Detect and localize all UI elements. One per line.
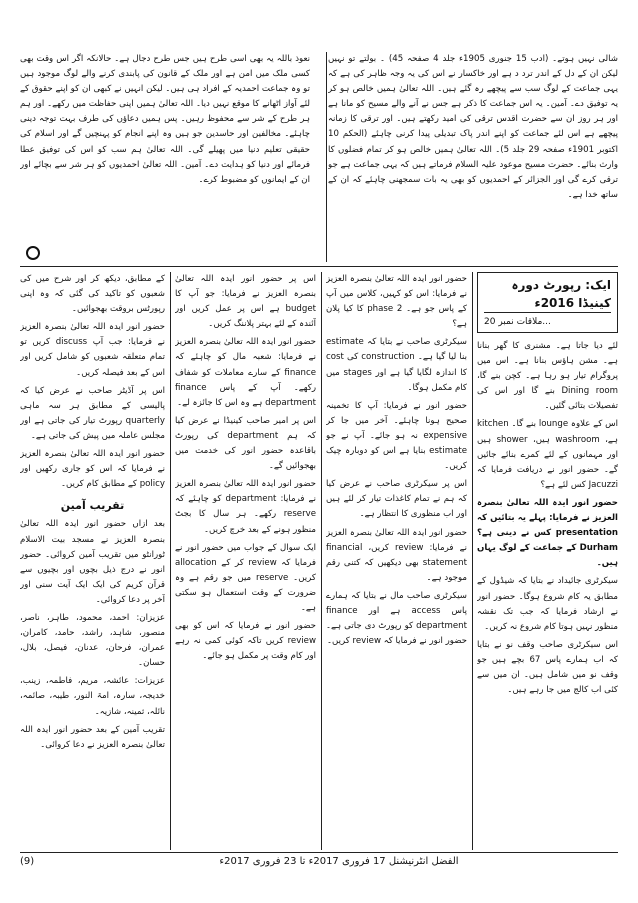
paragraph: تقریب آمین کے بعد حضور انور ایدہ اللہ تعالیٰ بنصرہ العزیز نے دعا کروائی۔ [20, 724, 165, 750]
column-3 [175, 272, 316, 850]
top-article [20, 52, 618, 264]
paragraph: حضور انور ایدہ اللہ تعالیٰ بنصرہ العزیز نے فرمایا: جب آپ discuss کریں تو تمام متعلقہ شعبوں کو شامل کریں اور اس کے بعد فیصلہ کریں۔ [20, 322, 165, 378]
paragraph: سیکرٹری جائیداد نے بتایا کہ شیڈول کے مطابق یہ کام شروع ہوگا۔ حضور انور نے ارشاد فرمایا کہ جب تک نقشہ منظور نہیں ہوتا کام شروع نہ کریں۔ [477, 576, 618, 632]
column-divider [321, 272, 322, 850]
top-right-column: شالی نہیں ہوتے۔ (ادب 15 جنوری 1905ء جلد 4 صفحہ 45) ۔ بولتے تو نہیں لیکن ان کے دل کے اندر ترد د ہے اور خاکسار نے اس کی یہ وجہ ظاہر کی ہے کہ یہی جماعت کے لوگ سب سے پیچھے رہ گئے ہیں۔ اللہ تعالیٰ ہمیں خالص ہو کر یہ توفیق دے۔ آمین۔ یہ اس جماعت کا ذکر ہے جس نے آنے والے مسیح کو مانا ہے اور ہر روز ان سے حضرت اقدس ترقی کی امید رکھتے ہیں۔ اور ترقی کا زمانہ پیچھے ہے اس لئے جماعت کو اپنے اندر پاک تبدیلی پیدا کرنی چاہئے (الحکم 10 اکتوبر 1901ء صفحہ 29 جلد 5)۔ اللہ تعالیٰ ہمیں خالص ہو کر تمام فضلوں کا وارث بنائے۔ حضرت مسیح موعود علیہ السلام فرماتے ہیں کہ یہی جماعت ہے جو ترقی کرے گی اور الجزائر کے احمدیوں کو بھی یہ بات سمجھنی چاہئے کہ ان کے ساتھ خدا ہے۔ [328, 54, 618, 200]
paragraph: حضور انور نے فرمایا کہ اس کو بھی review کریں تاکہ کوئی کمی نہ رہے اور کام وقت پر مکمل ہو جائے۔ [175, 621, 316, 662]
column-divider [170, 272, 171, 850]
paragraph: سیکرٹری صاحب نے بتایا کہ estimate بنا لیا گیا ہے۔ construction کی cost کا اندازہ لگایا گیا ہے اور stages میں کام مکمل ہوگا۔ [326, 337, 467, 393]
report-title-box [477, 272, 618, 333]
footer-rule [20, 852, 618, 853]
publication-line: الفضل انٹرنیشنل 17 فروری 2017ء تا 23 فروری 2017ء [219, 856, 459, 867]
paragraph: ایک سوال کے جواب میں حضور انور نے فرمایا کہ review کر کے allocation کریں۔ reserve میں جو رقم ہے وہ ضرورت کے وقت استعمال ہو سکتی ہے۔ [175, 542, 316, 613]
column-4 [20, 272, 165, 850]
page-footer [20, 852, 618, 872]
paragraph: حضور انور نے فرمایا: آپ کا تخمینہ صحیح ہونا چاہئے۔ آخر میں جا کر expensive نہ ہو جائے۔ آپ نے جو estimate بنایا ہے اس کو دوبارہ چیک کریں۔ [326, 400, 467, 472]
column-2 [326, 272, 467, 850]
paragraph: حضور انور ایدہ اللہ تعالیٰ بنصرہ العزیز نے فرمایا: review کریں، financial statement بھی دیکھیں کہ کتنی رقم موجود ہے۔ [326, 527, 467, 583]
paragraph: عزیزات: عائشہ، مریم، فاطمہ، زینب، خدیجہ، سارہ، امۃ النور، طیبہ، صائمہ، نائلہ، ثمینہ، شازیہ۔ [20, 676, 165, 717]
paragraph: اس پر آڈیٹر صاحب نے عرض کیا کہ پالیسی کے مطابق ہر سہ ماہی quarterly رپورٹ تیار کی جاتی ہے اور مجلس عاملہ میں پیش کی جاتی ہے۔ [20, 385, 165, 441]
section-divider [20, 266, 618, 267]
paragraph: حضور انور ایدہ اللہ تعالیٰ بنصرہ العزیز نے فرمایا: اس کو کہیں، کلاس میں آپ کے پاس جو ہے۔ phase 2 کا کیا پلان ہے؟ [326, 274, 467, 330]
top-column-divider [326, 52, 327, 262]
paragraph: حضور انور ایدہ اللہ تعالیٰ بنصرہ العزیز نے فرمایا: department کو چاہئے کہ reserve رکھے۔ ہر سال کا بجٹ منظور ہونے کے بعد خرچ کریں۔ [175, 479, 316, 535]
report-subtitle: ...ملاقات نمبر 20 [484, 312, 611, 329]
paragraph: سیکرٹری صاحب مال نے بتایا کہ ہمارے پاس access ہے اور finance department کو رپورٹ دی جاتی ہے۔ حضور انور نے فرمایا کہ review کریں۔ [326, 590, 467, 647]
column-1 [477, 272, 618, 850]
top-left-column: نعوذ باللہ یہ بھی اسی طرح ہیں جس طرح دجال ہے۔ حالانکہ اگر اس وقت بھی کسی ملک میں امن ہے اور ملک کے قانون کی پابندی کرنے والے لوگ موجود ہیں تو وہ جماعت احمدیہ کے افراد ہی ہیں۔ لیکن انہیں نے کبھی ان کو اپنے حقوق کے لئے آواز اٹھانے کا موقع نہیں دیا۔ اللہ تعالیٰ ہمیں اپنی حفاظت میں رکھے۔ اور ہم ہر طرح کے شر سے محفوظ رہیں۔ پس ہمیں دعاؤں کی طرف بہت توجہ دینی چاہئے۔ مخالفین اور حاسدین جو ہیں وہ اپنے انجام کو پہنچیں گے اور اسلام کی حقیقی تعلیم دنیا میں پھیلے گی۔ اللہ تعالیٰ ہم سب کو اس کی توفیق عطا فرمائے اور دنیا کو ہدایت دے۔ آمین۔ اللہ تعالیٰ احمدیوں کو ہر شر سے بچائے اور ان کے ایمانوں کو مضبوط کرے۔ [20, 54, 310, 185]
paragraph: حضور انور ایدہ اللہ تعالیٰ بنصرہ العزیز نے فرمایا: شعبہ مال کو چاہئے کہ finance کے سارے معاملات کو شفاف رکھے۔ آپ کے پاس finance department ہے وہ اس کا جائزہ لے۔ [175, 337, 316, 408]
column-divider [472, 272, 473, 850]
paragraph: اس پر سیکرٹری صاحب نے عرض کیا کہ ہم نے تمام کاغذات تیار کر لئے ہیں اور اب منظوری کا انتظار ہے۔ [326, 479, 467, 520]
paragraph: عزیزان: احمد، محمود، طاہر، ناصر، منصور، شاہد، راشد، حامد، کامران، عمران، فرحان، عدنان، فیصل، بلال، حسان۔ [20, 612, 165, 669]
page-number: (9) [20, 856, 35, 867]
paragraph: حضور انور ایدہ اللہ تعالیٰ بنصرہ العزیز نے فرمایا کہ اس کو جاری رکھیں اور policy کے مطابق کام کریں۔ [20, 449, 165, 490]
paragraph: حضور انور ایدہ اللہ تعالیٰ بنصرہ العزیز نے فرمایا: پہلے یہ بتائیں کہ presentation کس نے دینی ہے؟ Durham کے جماعت کے لوگ یہاں ہیں۔ [477, 497, 618, 569]
article-end-mark [26, 246, 40, 260]
paragraph: کے مطابق، دیکھ کر اور شرح میں کی شعبوں کو تاکید کی گئی کہ وہ اپنی رپورٹس بروقت بھجوائیں۔ [20, 274, 165, 315]
paragraph: اس کے علاوہ lounge بنے گا۔ kitchen ہے، washroom ہیں، shower ہیں اور مہمانوں کے لئے کمرے بنائے جائیں گے۔ حضور انور نے دریافت فرمایا کہ Jacuzzi کس لئے ہے؟ [477, 419, 618, 490]
section-heading: تقریب آمین [60, 499, 125, 513]
paragraph: اس پر امیر صاحب کینیڈا نے عرض کیا کہ ہم department کی رپورٹ باقاعدہ حضور انور کی خدمت میں بھجوائیں گے۔ [175, 415, 316, 472]
paragraph: لئے دیا جاتا ہے۔ مشنری کا گھر بنانا ہے۔ مشن ہاؤس بنانا ہے۔ اس میں پروگرام تیار ہو رہا ہے۔ کچن بنے گا، Dining room بنے گا اور اس کی تفصیلات بتائی گئیں۔ [477, 341, 618, 412]
paragraph: بعد ازاں حضور انور ایدہ اللہ تعالیٰ بنصرہ العزیز نے مسجد بیت الاسلام ٹورانٹو میں تقریب آمین کروائی۔ حضور انور نے درج ذیل بچوں اور بچیوں سے قرآن کریم کی ایک ایک آیت سنی اور آخر پر دعا کروائی۔ [20, 519, 165, 605]
paragraph: اس پر حضور انور ایدہ اللہ تعالیٰ بنصرہ العزیز نے فرمایا: جو آپ کا budget ہے اس پر عمل کریں اور آئندہ کے لئے بہتر پلاننگ کریں۔ [175, 274, 316, 330]
report-title: ایک: رپورٹ دورہ کینیڈا 2016ء [511, 278, 611, 310]
paragraph: اس سیکرٹری صاحب وقف نو نے بتایا کہ اب ہمارے پاس 67 بچے ہیں جو وقف نو میں شامل ہیں۔ ان میں سے کئی اب کالج میں جا رہے ہیں۔ [477, 639, 618, 696]
